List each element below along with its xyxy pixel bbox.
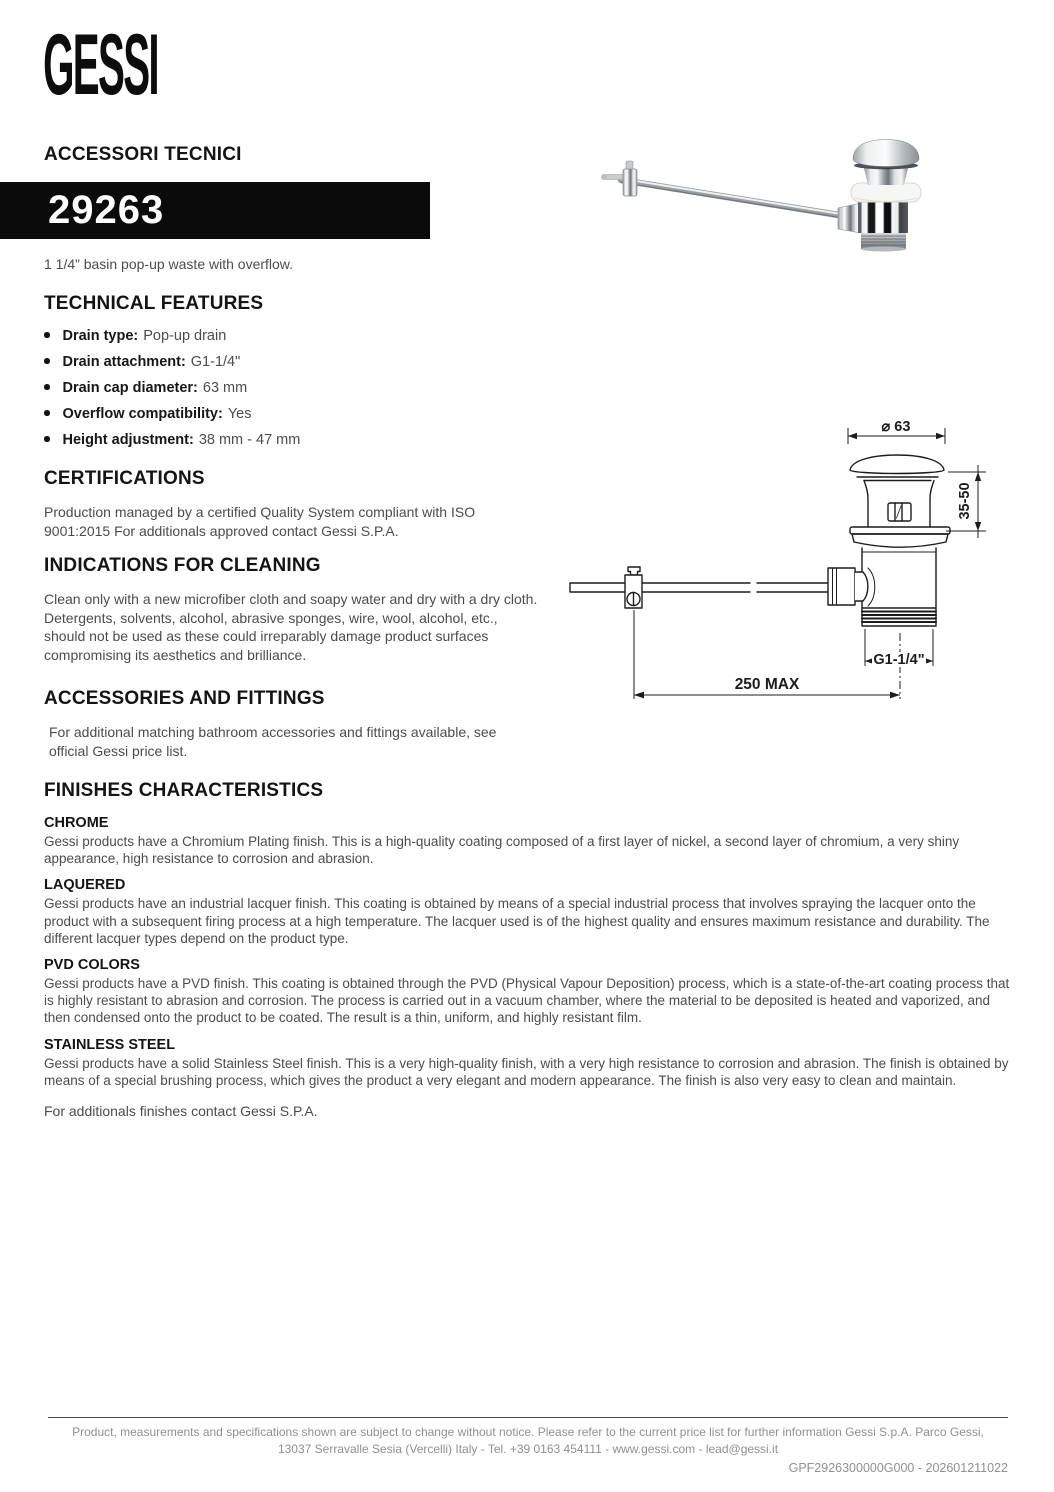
certifications-text: Production managed by a certified Quality System compliant with ISO 9001:2015 For additionals approved contact Gessi S.P.A. (44, 504, 476, 539)
finish-name: STAINLESS STEEL (44, 1036, 176, 1053)
dim-arrow (975, 472, 981, 481)
product-code: 29263 (48, 188, 165, 232)
product-photo (595, 130, 1015, 360)
accessories-title: ACCESSORIES AND FITTINGS (44, 688, 325, 709)
finish-block-stainless (44, 1037, 1012, 1089)
drawing-rod-clamp (628, 567, 640, 575)
left-column (44, 293, 556, 760)
finishes-section (44, 780, 1012, 1119)
feature-label: Height adjustment: (62, 432, 194, 448)
finish-block-pvd (44, 957, 1012, 1027)
finish-name: PVD COLORS (44, 957, 140, 974)
dim-thread-label: G1-1/4" (873, 652, 925, 668)
photo-drain-body (838, 140, 921, 252)
product-code-bar (0, 182, 430, 239)
feature-row (44, 432, 556, 448)
photo-lift-rod (621, 179, 845, 219)
drawing-cap (850, 455, 944, 474)
finish-text: Gessi products have a PVD finish. This coating is obtained through the PVD (Physical Vapour Deposition) process, which is a state-of-the-art coating process that is highly resistant to abrasion and corrosion. The process is carried out in a vacuum chamber, where the material to be deposited is heated and vaporized, and then condensed onto the product to be coated. The result is a thin, uniform, and highly resistant film. (44, 976, 1010, 1026)
bullet-icon (44, 410, 50, 416)
bullet-icon (44, 384, 50, 390)
bullet-icon (44, 358, 50, 364)
finish-block-chrome (44, 815, 1012, 867)
gessi-logo (42, 27, 192, 112)
bullet-icon (44, 332, 50, 338)
document-code: GPF2926300000G000 - 202601211022 (788, 1461, 1008, 1475)
finishes-title: FINISHES CHARACTERISTICS (44, 780, 324, 801)
finish-text: Gessi products have a Chromium Plating finish. This is a high-quality coating composed of a first layer of nickel, a second layer of chromium, a very shiny appearance, high resistance to corrosion and abrasion. (44, 834, 960, 867)
dim-height-label: 35-50 (957, 482, 973, 520)
product-description: 1 1/4” basin pop-up waste with overflow. (44, 256, 294, 272)
finishes-note: For additionals finishes contact Gessi S.P.A. (44, 1103, 318, 1120)
finish-name: CHROME (44, 815, 109, 831)
dim-arrow (848, 433, 857, 439)
photo-rod-clamp (601, 161, 637, 196)
feature-label: Drain cap diameter: (62, 380, 198, 396)
footer-line2: 13037 Serravalle Sesia (Vercelli) Italy - Tel. +39 0163 454111 - www.gessi.com - lead@gessi.it (277, 1442, 779, 1456)
footer-line1: Product, measurements and specifications shown are subject to change without notice. Please refer to the current price list for further information Gessi S.p.A. Parco Gessi, (72, 1425, 984, 1439)
feature-row (44, 406, 556, 422)
finish-text: Gessi products have an industrial lacquer finish. This coating is obtained by means of a special industrial process that involves spraying the lacquer onto the product with a subsequent firing process at a high temperature. The lacquer used is of the highest quality and ensures maximum resistance and durability. The different lacquer types depend on the product type. (44, 896, 990, 946)
technical-features-title: TECHNICAL FEATURES (44, 293, 264, 314)
gessi-logo-text: GESSI (43, 27, 158, 112)
feature-value: Yes (227, 406, 252, 422)
feature-value: 63 mm (202, 380, 248, 396)
dim-arrow (975, 522, 981, 531)
feature-label: Drain attachment: (62, 354, 186, 370)
drawing-rod (570, 583, 750, 592)
finish-name: LAQUERED (44, 877, 126, 894)
dim-arrow (936, 433, 945, 439)
footer-divider (48, 1417, 1008, 1418)
feature-row (44, 380, 556, 396)
accessories-text: For additional matching bathroom accessories and fittings available, see official Gessi price list. (49, 724, 497, 759)
finish-text: Gessi products have a solid Stainless Steel finish. This is a very high-quality finish, with a very high resistance to corrosion and abrasion. The finish is obtained by means of a special brushing process, which gives the product a very elegant and modern appearance. The finish is also very easy to clean and maintain. (44, 1055, 1009, 1088)
finish-block-laquered (44, 877, 1012, 947)
feature-row (44, 328, 556, 344)
feature-value: Pop-up drain (143, 328, 227, 344)
drawing-flange (850, 527, 950, 534)
category-title: ACCESSORI TECNICI (44, 144, 242, 165)
dim-arrow (634, 692, 644, 699)
certifications-title: CERTIFICATIONS (44, 468, 205, 489)
feature-row (44, 354, 556, 370)
bullet-icon (44, 436, 50, 442)
cleaning-title: INDICATIONS FOR CLEANING (44, 555, 321, 576)
cleaning-text: Clean only with a new microfiber cloth and soapy water and dry with a dry cloth. Detergents, solvents, alcohol, abrasive sponges, wire, wool, alcohol, etc., should not be used as these could irreparably damage product surfaces compromising its aesthetics and brilliance. (44, 591, 538, 663)
feature-value: 38 mm - 47 mm (198, 432, 301, 448)
dim-arrow (890, 692, 900, 699)
technical-drawing (555, 403, 1054, 713)
dim-diameter-label: ⌀ 63 (881, 419, 911, 435)
dim-length-label: 250 MAX (734, 676, 800, 693)
feature-label: Overflow compatibility: (62, 406, 223, 422)
feature-value: G1-1/4" (190, 354, 241, 370)
feature-label: Drain type: (62, 328, 139, 344)
footer-legal (48, 1424, 1008, 1458)
